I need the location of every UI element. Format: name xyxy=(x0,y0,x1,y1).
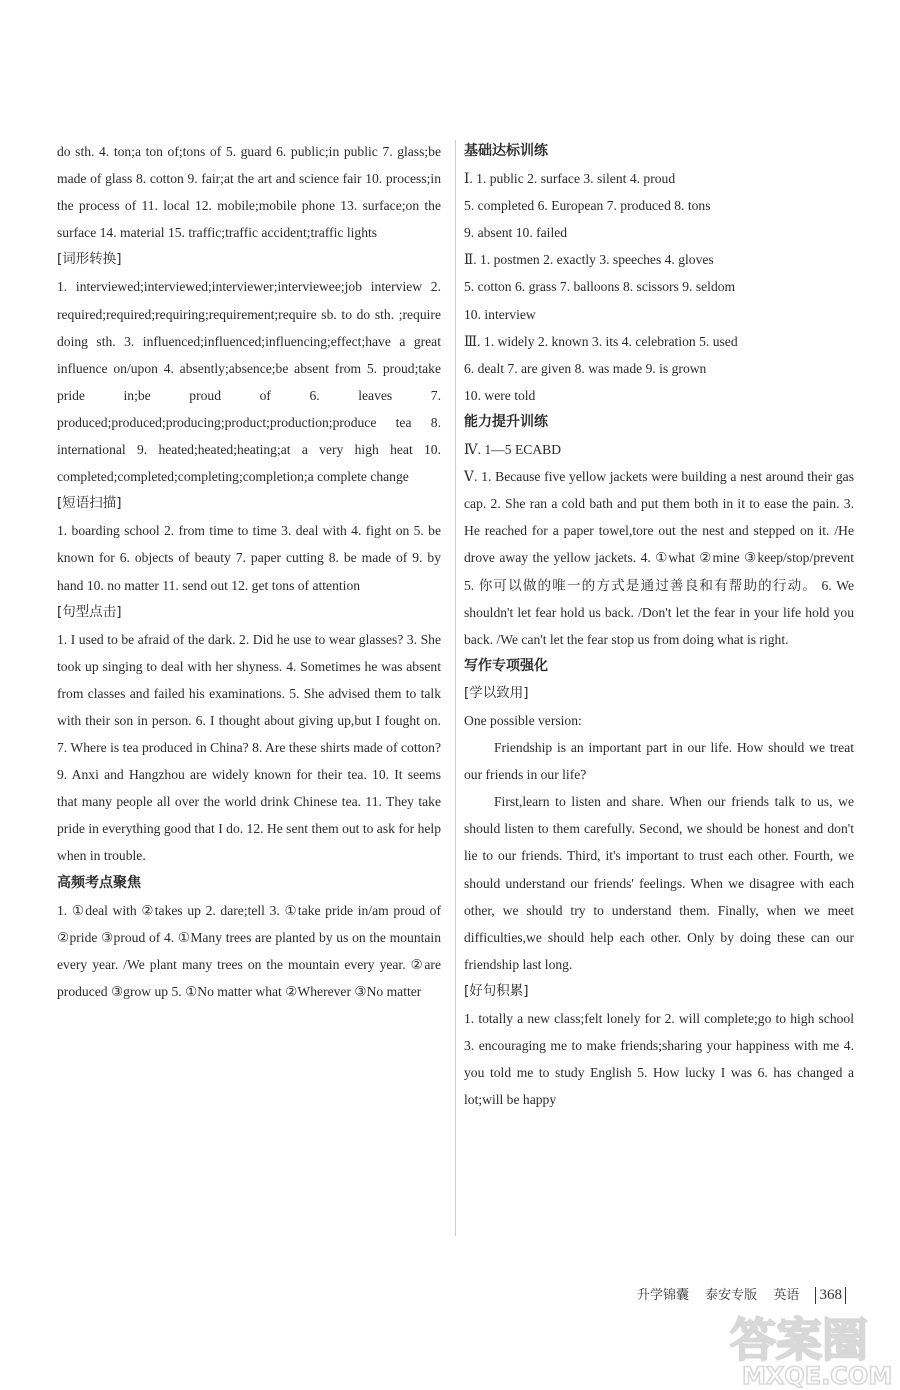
section-heading: 能力提升训练 xyxy=(464,413,548,430)
answer-paragraph: Friendship is an important part in our life. How should we treat our friends in our life? xyxy=(464,740,854,783)
watermark-site-text: MXQE.COM xyxy=(742,1362,893,1388)
footer-book-title: 升学锦囊 xyxy=(637,1288,690,1303)
answer-paragraph: 1. boarding school 2. from time to time 3. deal with 4. fight on 5. be known for 6. objects of beauty 7. paper cutting 8. be made of 9. by hand 10. no matter 11. send out 12. get tons of attention xyxy=(57,523,441,593)
page-footer xyxy=(637,1284,858,1304)
answer-paragraph: 10. interview xyxy=(464,306,536,322)
subsection-heading: [短语扫描] xyxy=(57,495,122,512)
answer-paragraph: Ⅲ. 1. widely 2. known 3. its 4. celebration 5. used xyxy=(464,333,738,349)
left-column xyxy=(57,138,441,1005)
column-divider xyxy=(455,140,456,1236)
footer-edition: 泰安专版 xyxy=(705,1288,758,1303)
answer-paragraph: 9. absent 10. failed xyxy=(464,225,568,241)
answer-paragraph: 1. ①deal with ②takes up 2. dare;tell 3. ①take pride in/am proud of ②pride ③proud of 4. ①Many trees are planted by us on the mountain every year. /We plant many trees on the mountain every year. ②are produced ③grow up 5. ①No matter what ②Wherever ③No matter xyxy=(57,902,441,999)
answer-paragraph: 1. totally a new class;felt lonely for 2. will complete;go to high school 3. encouraging me to make friends;sharing your happiness with me 4. you told me to study English 5. How lucky I was 6. has changed a lot;will be happy xyxy=(464,1011,854,1108)
answer-paragraph: Ⅳ. 1—5 ECABD xyxy=(464,442,562,458)
answer-paragraph: One possible version: xyxy=(464,712,582,728)
answer-paragraph: Ⅴ. 1. Because five yellow jackets were building a nest around their gas cap. 2. She ran a cold bath and put them both in it to ease the pain. 3. He reached for a paper towel,tore out the nest and stepped on it. /He drove away the yellow jackets. 4. ①what ②mine ③keep/stop/prevent 5. 你可以做的唯一的方式是通过善良和有帮助的行动。 6. We shouldn't let fear hold us back. /Don't let the fear in your life hold you back. /We can't let the fear stop us from doing what is right. xyxy=(464,469,854,647)
answer-paragraph: 6. dealt 7. are given 8. was made 9. is grown xyxy=(464,360,707,376)
right-column xyxy=(464,138,854,1113)
answer-paragraph: First,learn to listen and share. When our friends talk to us, we should listen to them carefully. Second, we should be honest and don't lie to our friends. Third, it's important to trust each other. Fourth, we should understand our friends' feelings. When we disagree with each other, we should try to understand them. Finally, when we meet difficulties,we should help each other. Only by doing these can our friendship last long. xyxy=(464,794,854,972)
answer-paragraph: do sth. 4. ton;a ton of;tons of 5. guard 6. public;in public 7. glass;be made of glass 8. cotton 9. fair;at the art and science fair 10. process;in the process of 11. local 12. mobile;mobile phone 13. surface;on the surface 14. material 15. traffic;traffic accident;traffic lights xyxy=(57,144,441,241)
watermark-logo xyxy=(728,1312,898,1388)
subsection-heading: [词形转换] xyxy=(57,251,122,268)
answer-paragraph: 1. interviewed;interviewed;interviewer;interviewee;job interview 2. required;required;requiring;requirement;require sb. to do sth. ;require doing sth. 3. influenced;influenced;influencing;effect;have a great influence on/upon 4. absently;absence;be absent from 5. proud;take pride in;be proud of 6. leaves 7. produced;produced;producing;product;production;produce tea 8. international 9. heated;heated;heating;at a very high heat 10. completed;completed;completing;completion;a complete change xyxy=(57,279,441,485)
section-heading: 高频考点聚焦 xyxy=(57,874,141,891)
answer-paragraph: 10. were told xyxy=(464,387,536,403)
subsection-heading: [好句积累] xyxy=(464,982,529,999)
subsection-heading: [句型点击] xyxy=(57,603,122,620)
section-heading: 写作专项强化 xyxy=(464,657,548,674)
footer-subject: 英语 xyxy=(773,1288,800,1303)
subsection-heading: [学以致用] xyxy=(464,684,529,701)
section-heading: 基础达标训练 xyxy=(464,143,548,159)
answer-paragraph: Ⅱ. 1. postmen 2. exactly 3. speeches 4. gloves xyxy=(464,252,714,268)
page-number: 368 xyxy=(815,1287,846,1304)
watermark-logo-text: 答案圈 xyxy=(730,1313,868,1367)
answer-paragraph: 5. cotton 6. grass 7. balloons 8. scissors 9. seldom xyxy=(464,279,736,295)
answer-paragraph: Ⅰ. 1. public 2. surface 3. silent 4. proud xyxy=(464,171,676,187)
answer-paragraph: 5. completed 6. European 7. produced 8. tons xyxy=(464,198,711,214)
answer-paragraph: 1. I used to be afraid of the dark. 2. Did he use to wear glasses? 3. She took up singing to deal with her shyness. 4. Sometimes he was absent from classes and failed his examinations. 5. She advised them to talk with their son in person. 6. I thought about giving up,but I fought on. 7. Where is tea produced in China? 8. Are these shirts made of cotton? 9. Anxi and Hangzhou are widely known for their tea. 10. It seems that many people all over the world drink Chinese tea. 11. They take pride in everything good that I do. 12. He sent them out to ask for help when in trouble. xyxy=(57,631,441,864)
